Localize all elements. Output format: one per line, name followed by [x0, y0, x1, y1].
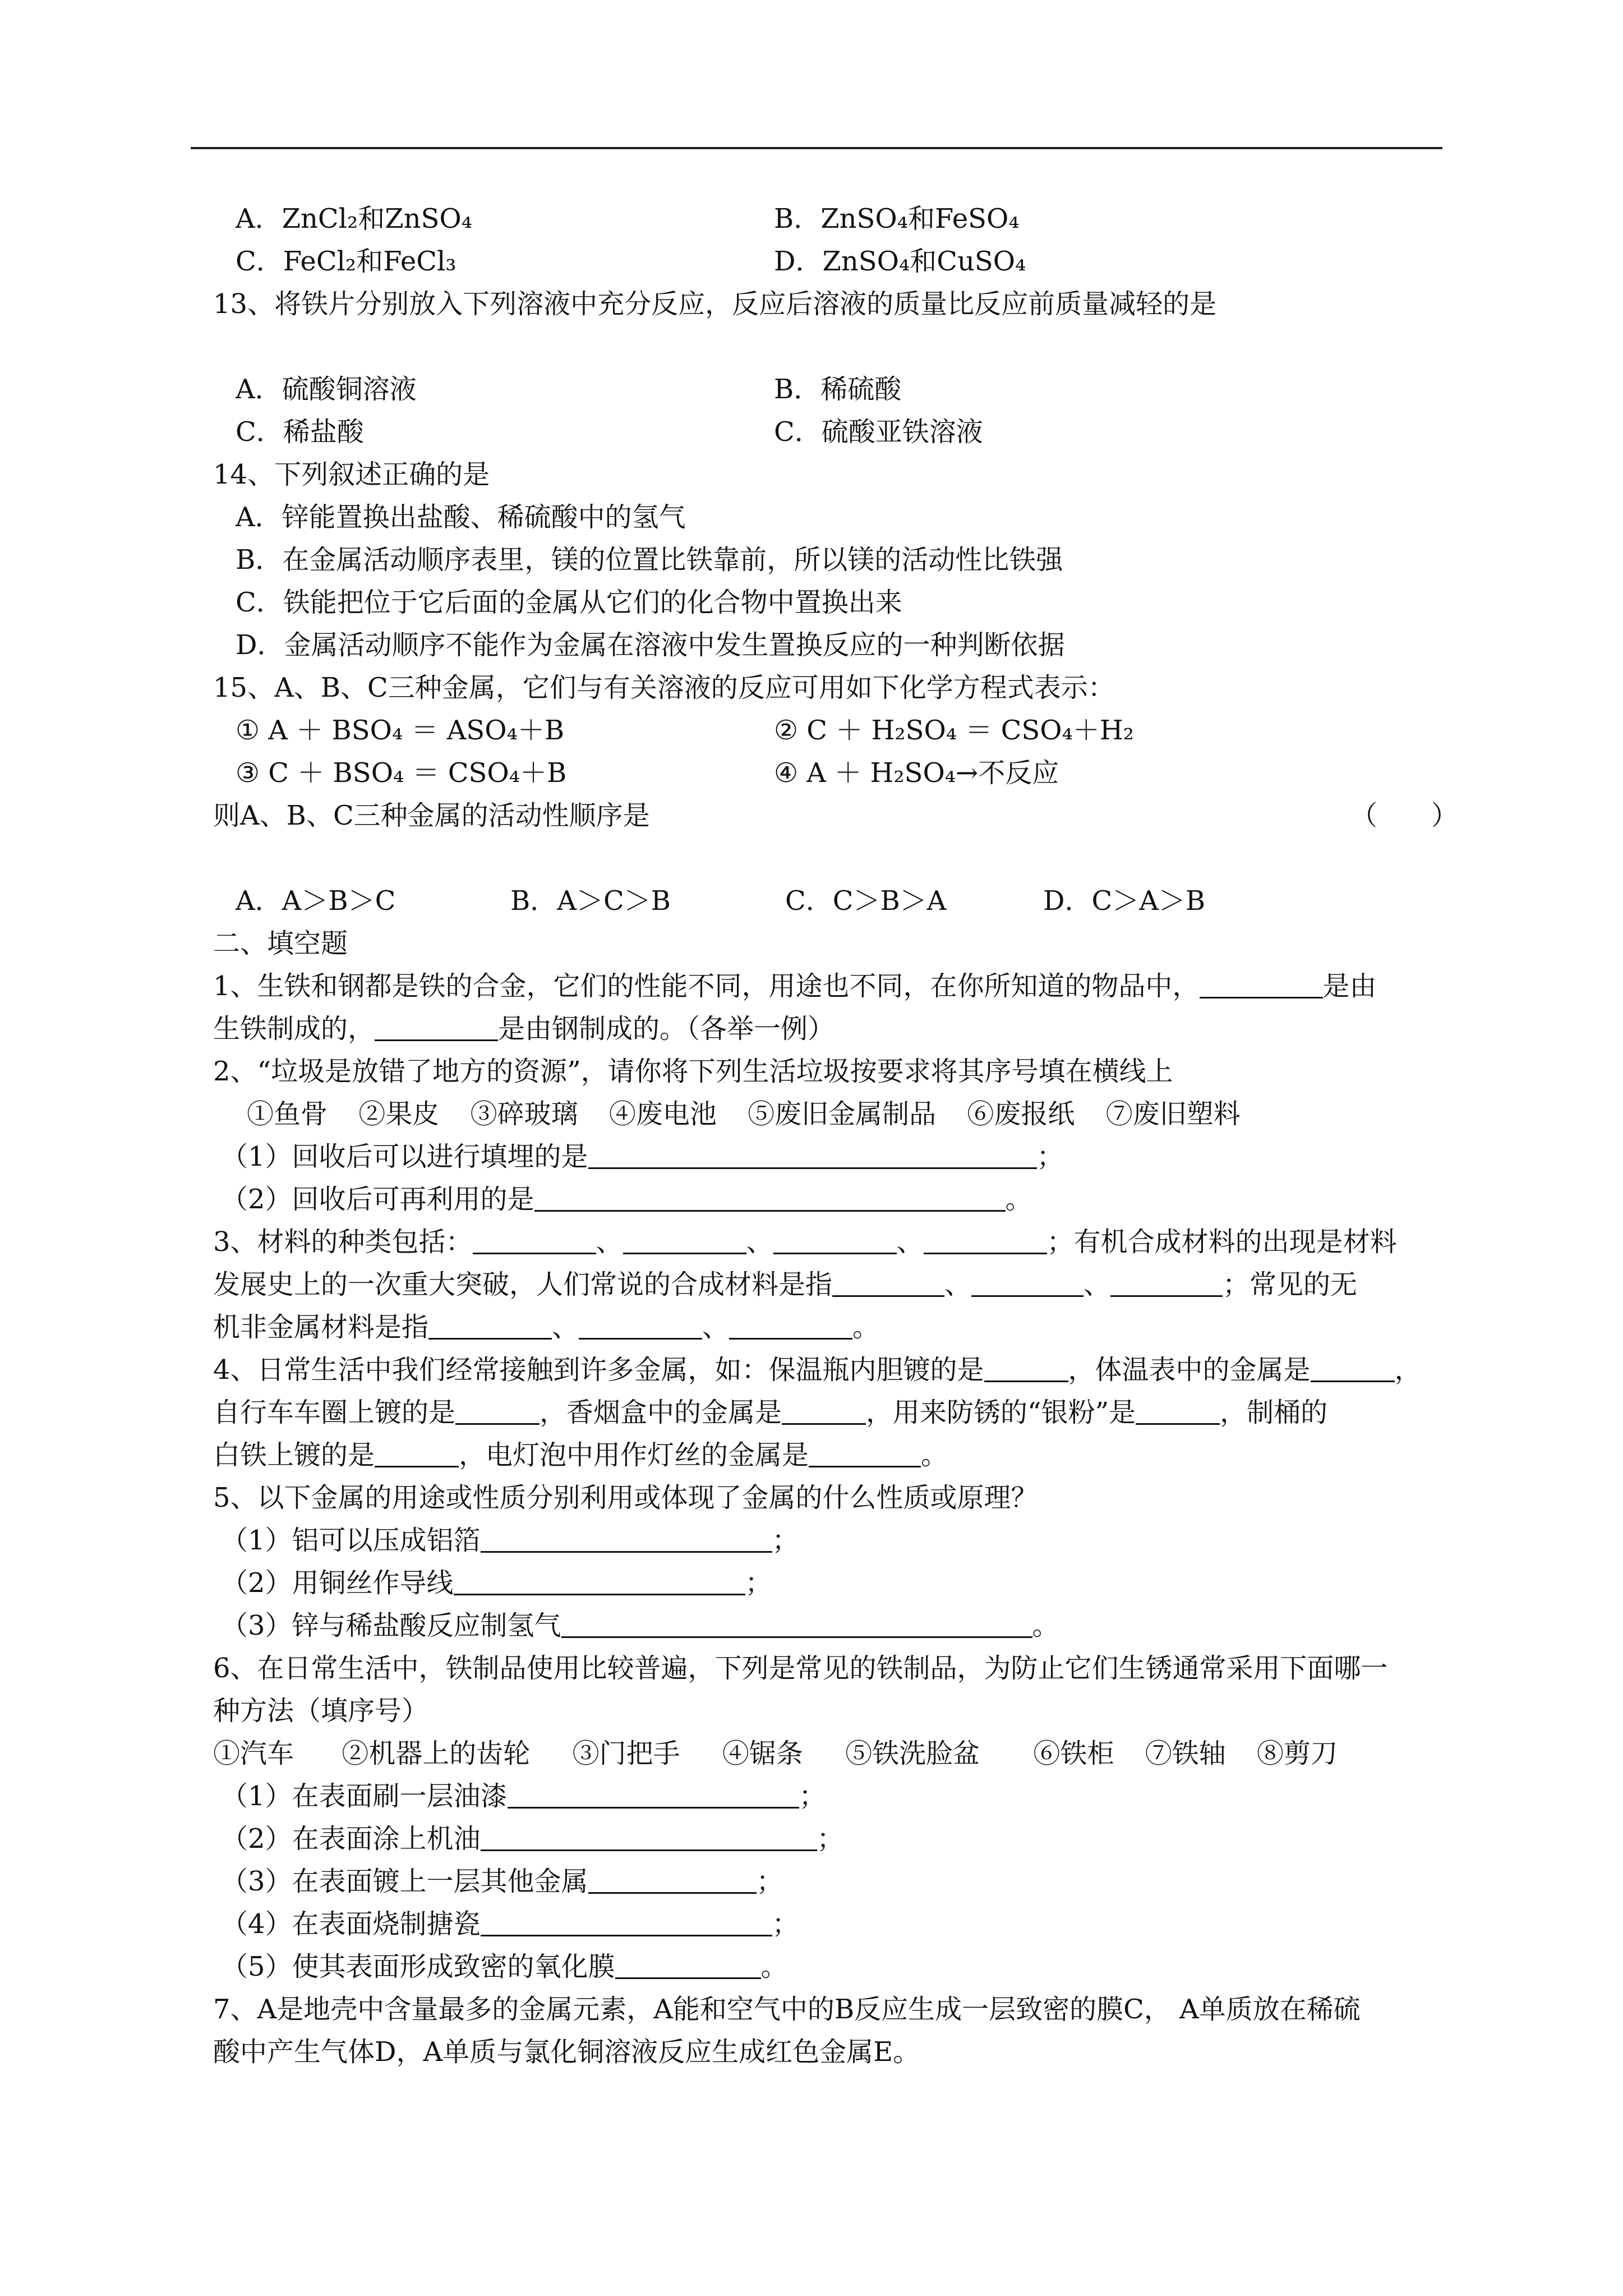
f4-text: 4、日常生活中我们经常接触到许多金属，如：保温瓶内胆镀的是	[213, 1354, 984, 1386]
f6-part2	[213, 1818, 1458, 1860]
f6-blank2[interactable]	[481, 1818, 817, 1851]
f3-blank[interactable]	[473, 1221, 596, 1254]
f1-blank2[interactable]	[375, 1008, 498, 1041]
q15-eq4: ④ A ＋ H₂SO₄→不反应	[774, 757, 1059, 789]
f6-part3	[213, 1860, 1458, 1903]
f1-text: 生铁制成的，	[213, 1013, 375, 1045]
f3-blank[interactable]	[924, 1221, 1047, 1254]
f2-item: ③碎玻璃	[470, 1098, 578, 1130]
f6-item: ②机器上的齿轮	[342, 1738, 531, 1769]
q14-option-a: A．锌能置换出盐酸、稀硫酸中的氢气	[236, 501, 686, 533]
f3-blank[interactable]	[579, 1306, 702, 1340]
q15-answer-paren: （ ）	[1350, 800, 1458, 831]
f6-blank1[interactable]	[508, 1775, 799, 1809]
f1-blank1[interactable]	[1200, 965, 1323, 999]
f3-text: ；常见的无	[1223, 1269, 1358, 1300]
f1-text: 是由	[1322, 970, 1377, 1002]
q13-row2	[213, 411, 1458, 453]
f3-text: 、	[1083, 1269, 1111, 1300]
f6-item: ⑦铁轴	[1145, 1738, 1226, 1769]
f6-text: （5）使其表面形成致密的氧化膜	[221, 1951, 615, 1982]
f6-line2: 种方法（填序号）	[213, 1695, 429, 1727]
q12-option-d: D．ZnSO₄和CuSO₄	[774, 246, 1026, 277]
q14-option-d: D．金属活动顺序不能作为金属在溶液中发生置换反应的一种判断依据	[236, 629, 1065, 661]
f5-text: ；	[772, 1525, 799, 1556]
f4-blank[interactable]	[809, 1434, 921, 1467]
q12-option-a: A．ZnCl₂和ZnSO₄	[236, 203, 472, 234]
q15-option-b: B．A＞C＞B	[510, 885, 671, 917]
f6-text: ；	[772, 1908, 799, 1940]
f3-text: 、	[896, 1226, 924, 1258]
f4-text: 白铁上镀的是	[213, 1439, 375, 1471]
f2-item: ②果皮	[358, 1098, 440, 1130]
f7-line1: 7、A是地壳中含量最多的金属元素，A能和空气中的B反应生成一层致密的膜C， A单质放在稀硫	[213, 1994, 1361, 2025]
q14-option-b: B．在金属活动顺序表里，镁的位置比铁靠前，所以镁的活动性比铁强	[236, 544, 1063, 576]
f5-blank2[interactable]	[454, 1562, 745, 1595]
q12-row1	[213, 197, 1458, 240]
f6-item: ⑥铁柜	[1033, 1738, 1114, 1769]
f2-stem: 2、“垃圾是放错了地方的资源”，请你将下列生活垃圾按要求将其序号填在横线上	[213, 1056, 1173, 1087]
f3-text: ；有机合成材料的出现是材料	[1046, 1226, 1397, 1258]
header-rule	[191, 147, 1442, 149]
f1-text: 1、生铁和钢都是铁的合金，它们的性能不同，用途也不同，在你所知道的物品中，	[213, 970, 1200, 1002]
f4-blank[interactable]	[375, 1434, 459, 1467]
f2-item: ①鱼骨	[247, 1098, 328, 1130]
q13-option-d: C．硫酸亚铁溶液	[774, 416, 983, 448]
f3-blank[interactable]	[1110, 1264, 1223, 1297]
f6-item: ④锯条	[722, 1738, 803, 1769]
f3-text: 、	[702, 1312, 730, 1343]
f2-item: ⑦废旧塑料	[1105, 1098, 1241, 1130]
f5-text: （3）锌与稀盐酸反应制氢气	[221, 1610, 561, 1641]
f4-text: ，香烟盒中的金属是	[540, 1397, 782, 1428]
f4-line2	[213, 1391, 1458, 1434]
f6-items	[213, 1732, 1458, 1775]
f3-text: 3、材料的种类包括：	[213, 1226, 473, 1258]
f4-text: ，电灯泡中用作灯丝的金属是	[459, 1439, 809, 1471]
f3-blank[interactable]	[832, 1264, 944, 1297]
f2-item: ⑥废报纸	[967, 1098, 1075, 1130]
worksheet-body	[213, 197, 1458, 2073]
f5-stem: 5、以下金属的用途或性质分别利用或体现了金属的什么性质或原理？	[213, 1482, 1038, 1513]
f4-blank[interactable]	[1136, 1392, 1220, 1425]
f6-text: （1）在表面刷一层油漆	[221, 1780, 508, 1812]
f6-text: ；	[817, 1823, 844, 1855]
q13-option-b: B．稀硫酸	[774, 374, 902, 405]
f5-part1	[213, 1519, 1458, 1562]
f4-text: 。	[921, 1439, 948, 1471]
f4-text: ，制桶的	[1220, 1397, 1328, 1428]
f6-part4	[213, 1903, 1458, 1945]
q15-eq1: ① A ＋ BSO₄ ＝ ASO₄＋B	[236, 715, 565, 746]
f2-text: （1）回收后可以进行填埋的是	[221, 1141, 588, 1172]
f5-part3	[213, 1604, 1458, 1647]
f3-text: 。	[852, 1312, 880, 1343]
q15-options	[213, 880, 1458, 922]
f3-text: 、	[746, 1226, 773, 1258]
f6-text: （2）在表面涂上机油	[221, 1823, 481, 1855]
f1-line2	[213, 1007, 1458, 1050]
f3-blank[interactable]	[623, 1221, 746, 1254]
f5-text: ；	[745, 1567, 772, 1599]
q13-row1	[213, 368, 1458, 411]
q12-row2	[213, 240, 1458, 283]
f6-text: 。	[760, 1951, 788, 1982]
f4-blank[interactable]	[782, 1392, 866, 1425]
f2-blank2[interactable]	[534, 1179, 1006, 1212]
f6-part5	[213, 1945, 1458, 1988]
q15-ask: 则A、B、C三种金属的活动性顺序是	[213, 800, 650, 831]
f6-item: ⑧剪刀	[1256, 1738, 1338, 1769]
f1-line1	[213, 965, 1458, 1007]
f2-part2	[213, 1178, 1458, 1221]
f3-line3	[213, 1306, 1458, 1349]
q13-option-a: A．硫酸铜溶液	[236, 374, 417, 405]
f6-blank5[interactable]	[615, 1946, 761, 1979]
f2-part1	[213, 1135, 1458, 1178]
f2-item: ④废电池	[608, 1098, 717, 1130]
q15-eq-row1	[213, 709, 1458, 752]
f6-blank3[interactable]	[588, 1861, 757, 1894]
f4-blank[interactable]	[984, 1349, 1068, 1382]
f5-text: 。	[1032, 1610, 1059, 1641]
q15-eq3: ③ C ＋ BSO₄ ＝ CSO₄＋B	[236, 757, 567, 789]
f6-text: ；	[799, 1780, 826, 1812]
f6-item: ⑤铁洗脸盆	[845, 1738, 980, 1769]
f5-text: （1）铝可以压成铝箔	[221, 1525, 481, 1556]
f2-text: 。	[1005, 1184, 1032, 1215]
f3-text: 发展史上的一次重大突破，人们常说的合成材料是指	[213, 1269, 833, 1300]
f4-text: ，体温表中的金属是	[1068, 1354, 1311, 1386]
q15-option-c: C．C＞B＞A	[785, 885, 947, 917]
f4-blank[interactable]	[1311, 1349, 1395, 1382]
f3-text: 、	[552, 1312, 579, 1343]
f2-text: ；	[1036, 1141, 1064, 1172]
f3-blank[interactable]	[971, 1264, 1083, 1297]
q14-stem: 14、下列叙述正确的是	[213, 459, 490, 490]
f4-line1	[213, 1349, 1458, 1391]
q13-stem: 13、将铁片分别放入下列溶液中充分反应，反应后溶液的质量比反应前质量减轻的是	[213, 288, 1217, 320]
q15-eq2: ② C ＋ H₂SO₄ ＝ CSO₄＋H₂	[774, 715, 1134, 746]
q14-option-c: C．铁能把位于它后面的金属从它们的化合物中置换出来	[236, 587, 902, 618]
f6-text: ；	[756, 1866, 783, 1897]
f4-blank[interactable]	[455, 1392, 540, 1425]
f5-text: （2）用铜丝作导线	[221, 1567, 454, 1599]
q15-option-a: A．A＞B＞C	[236, 885, 396, 917]
f4-text: ，用来防锈的“银粉”是	[866, 1397, 1136, 1428]
f5-blank1[interactable]	[481, 1520, 772, 1553]
f4-text: ，	[1394, 1354, 1422, 1386]
f3-line2	[213, 1263, 1458, 1306]
f7-line2: 酸中产生气体D，A单质与氯化铜溶液反应生成红色金属E。	[213, 2036, 920, 2068]
q15-stem: 15、A、B、C三种金属，它们与有关溶液的反应可用如下化学方程式表示：	[213, 672, 1115, 703]
f4-text: 自行车车圈上镀的是	[213, 1397, 456, 1428]
f6-text: （3）在表面镀上一层其他金属	[221, 1866, 588, 1897]
f4-line3	[213, 1434, 1458, 1476]
f3-line1	[213, 1221, 1458, 1263]
f2-blank1[interactable]	[588, 1136, 1037, 1169]
f1-text: 是由钢制成的。（各举一例）	[498, 1013, 835, 1045]
f3-blank[interactable]	[773, 1221, 897, 1254]
f3-text: 、	[596, 1226, 623, 1258]
f6-line1: 6、在日常生活中，铁制品使用比较普遍，下列是常见的铁制品，为防止它们生锈通常采用下面哪一	[213, 1653, 1388, 1684]
f2-text: （2）回收后可再利用的是	[221, 1184, 534, 1215]
f6-item: ③门把手	[572, 1738, 680, 1769]
q12-option-c: C．FeCl₂和FeCl₃	[236, 246, 457, 277]
f3-text: 机非金属材料是指	[213, 1312, 429, 1343]
q15-ask-row	[213, 794, 1458, 837]
q15-option-d: D．C＞A＞B	[1043, 885, 1206, 917]
f5-blank3[interactable]	[561, 1605, 1032, 1638]
f6-text: （4）在表面烧制搪瓷	[221, 1908, 481, 1940]
f2-items	[213, 1093, 1458, 1135]
q15-eq-row2	[213, 752, 1458, 794]
f3-blank[interactable]	[729, 1306, 852, 1340]
f3-text: 、	[944, 1269, 972, 1300]
q13-option-c: C．稀盐酸	[236, 416, 364, 448]
q12-option-b: B．ZnSO₄和FeSO₄	[774, 203, 1020, 234]
f6-item: ①汽车	[213, 1738, 294, 1769]
f3-blank[interactable]	[428, 1306, 552, 1340]
f6-part1	[213, 1775, 1458, 1818]
f5-part2	[213, 1562, 1458, 1604]
f6-blank4[interactable]	[481, 1903, 772, 1936]
f2-item: ⑤废旧金属制品	[748, 1098, 937, 1130]
section-heading: 二、填空题	[213, 928, 348, 959]
